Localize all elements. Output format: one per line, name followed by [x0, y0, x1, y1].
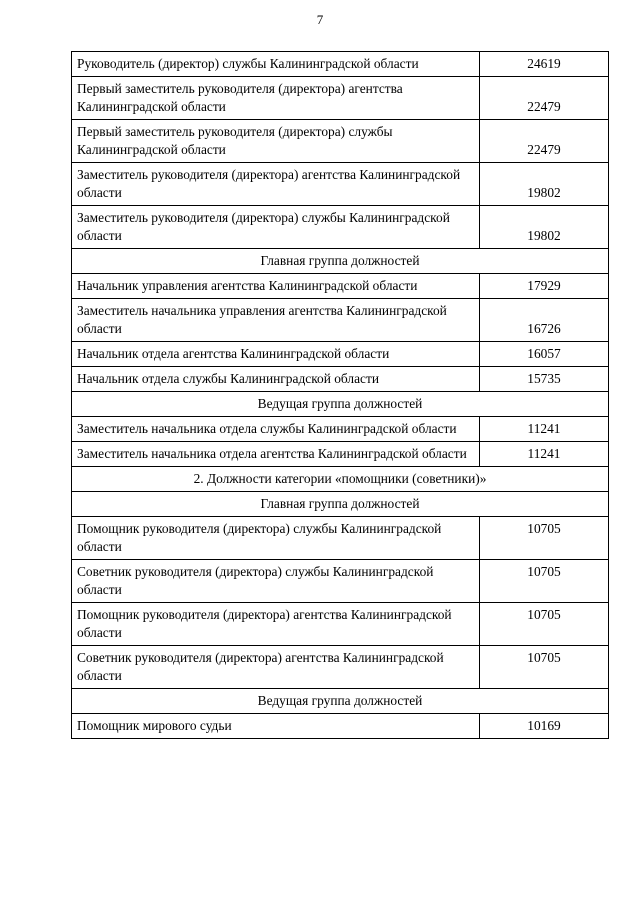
- position-title: Заместитель начальника отдела агентства Калининградской области: [72, 442, 480, 467]
- salary-value: 22479: [480, 120, 609, 163]
- position-title: Заместитель начальника управления агентства Калининградской области: [72, 299, 480, 342]
- table-row: [72, 299, 609, 342]
- table-row: [72, 52, 609, 77]
- position-title: Первый заместитель руководителя (директора) службы Калининградской области: [72, 120, 480, 163]
- table-row: [72, 646, 609, 689]
- position-title: Помощник руководителя (директора) агентства Калининградской области: [72, 603, 480, 646]
- salary-value: 15735: [480, 367, 609, 392]
- position-title: Помощник мирового судьи: [72, 714, 480, 739]
- table-row: [72, 560, 609, 603]
- salary-value: 17929: [480, 274, 609, 299]
- salary-value: 11241: [480, 442, 609, 467]
- table-row: [72, 417, 609, 442]
- table-row: [72, 120, 609, 163]
- table-row: [72, 342, 609, 367]
- section-title: 2. Должности категории «помощники (советники)»: [72, 467, 609, 492]
- position-title: Советник руководителя (директора) службы Калининградской области: [72, 560, 480, 603]
- salary-value: 22479: [480, 77, 609, 120]
- table-row: [72, 367, 609, 392]
- table-row: [72, 714, 609, 739]
- salary-value: 10705: [480, 560, 609, 603]
- table-row: [72, 206, 609, 249]
- section-header-row: [72, 689, 609, 714]
- section-title: Ведущая группа должностей: [72, 392, 609, 417]
- salary-value: 10705: [480, 517, 609, 560]
- section-title: Ведущая группа должностей: [72, 689, 609, 714]
- salary-table: [71, 51, 609, 739]
- salary-value: 19802: [480, 163, 609, 206]
- position-title: Помощник руководителя (директора) службы Калининградской области: [72, 517, 480, 560]
- salary-value: 10705: [480, 603, 609, 646]
- position-title: Руководитель (директор) службы Калининградской области: [72, 52, 480, 77]
- salary-value: 11241: [480, 417, 609, 442]
- position-title: Заместитель руководителя (директора) агентства Калининградской области: [72, 163, 480, 206]
- salary-value: 19802: [480, 206, 609, 249]
- position-title: Заместитель начальника отдела службы Калининградской области: [72, 417, 480, 442]
- position-title: Начальник отдела агентства Калининградской области: [72, 342, 480, 367]
- section-title: Главная группа должностей: [72, 492, 609, 517]
- position-title: Начальник отдела службы Калининградской области: [72, 367, 480, 392]
- salary-value: 16057: [480, 342, 609, 367]
- table-row: [72, 274, 609, 299]
- section-header-row: [72, 392, 609, 417]
- salary-value: 24619: [480, 52, 609, 77]
- table-row: [72, 517, 609, 560]
- salary-value: 10169: [480, 714, 609, 739]
- page-number: 7: [316, 12, 324, 27]
- table-row: [72, 442, 609, 467]
- table-row: [72, 163, 609, 206]
- salary-value: 16726: [480, 299, 609, 342]
- section-header-row: [72, 467, 609, 492]
- section-header-row: [72, 249, 609, 274]
- salary-value: 10705: [480, 646, 609, 689]
- table-body: [72, 52, 609, 739]
- position-title: Советник руководителя (директора) агентства Калининградской области: [72, 646, 480, 689]
- table-row: [72, 77, 609, 120]
- table-row: [72, 603, 609, 646]
- position-title: Начальник управления агентства Калининградской области: [72, 274, 480, 299]
- position-title: Первый заместитель руководителя (директора) агентства Калининградской области: [72, 77, 480, 120]
- section-title: Главная группа должностей: [72, 249, 609, 274]
- position-title: Заместитель руководителя (директора) службы Калининградской области: [72, 206, 480, 249]
- section-header-row: [72, 492, 609, 517]
